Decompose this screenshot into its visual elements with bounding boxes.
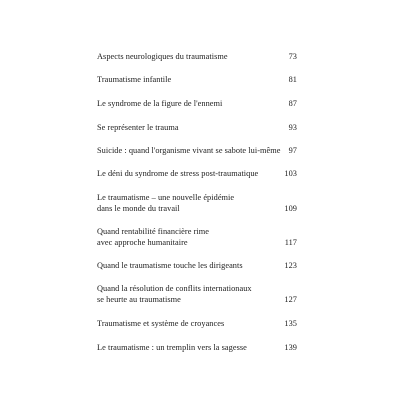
toc-entry-page: 127 <box>284 295 297 304</box>
toc-entry-title: Suicide : quand l'organisme vivant se sabote lui-même <box>97 146 281 155</box>
toc-entry-page: 109 <box>284 204 297 213</box>
toc-entry-title: Le syndrome de la figure de l'ennemi <box>97 99 223 108</box>
toc-entry-title: Le déni du syndrome de stress post-traumatique <box>97 169 259 178</box>
toc-entry-title: Traumatisme infantile <box>97 75 172 84</box>
toc-entry-page: 87 <box>288 99 297 108</box>
toc-entry-title: Quand rentabilité financière rime avec approche humanitaire <box>97 227 209 247</box>
toc-entry-title: Le traumatisme : un tremplin vers la sagesse <box>97 343 247 352</box>
toc-entry-page: 135 <box>284 319 297 328</box>
toc-entry-page: 123 <box>284 261 297 270</box>
toc-entry-page: 81 <box>288 75 297 84</box>
toc-entry-page: 97 <box>288 146 297 155</box>
toc-entry-title: Traumatisme et système de croyances <box>97 319 225 328</box>
toc-entry-page: 103 <box>284 169 297 178</box>
toc-entry-title: Le traumatisme – une nouvelle épidémie dans le monde du travail <box>97 193 235 213</box>
toc-entry-title: Quand la résolution de conflits internationaux se heurte au traumatisme <box>97 284 252 304</box>
toc-entry-title: Se représenter le trauma <box>97 123 179 132</box>
toc-entry-title: Aspects neurologiques du traumatisme <box>97 52 228 61</box>
toc-entry-page: 139 <box>284 343 297 352</box>
toc-entry-page: 117 <box>284 238 297 247</box>
toc-entry-title: Quand le traumatisme touche les dirigeants <box>97 261 243 270</box>
toc-entry-page: 73 <box>288 52 297 61</box>
toc-entry-page: 93 <box>288 123 297 132</box>
